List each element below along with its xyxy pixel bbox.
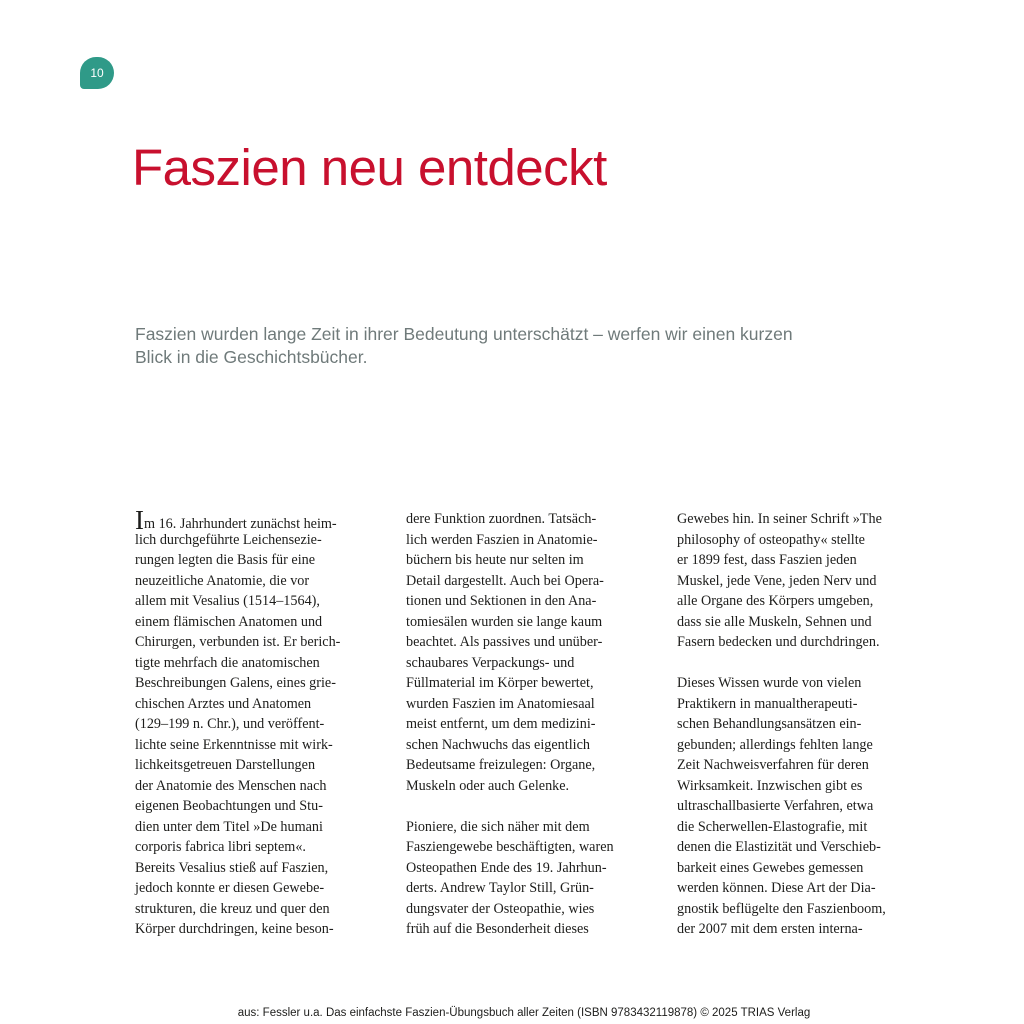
body-text-line — [135, 653, 385, 674]
body-text-line — [406, 735, 656, 756]
body-text-line — [406, 632, 656, 653]
body-text: Detail dargestellt. Auch bei Opera- — [406, 572, 604, 589]
drop-cap: I — [135, 505, 144, 535]
body-text: derts. Andrew Taylor Still, Grün- — [406, 880, 594, 896]
body-text-line — [677, 858, 927, 879]
body-text-line — [406, 837, 656, 858]
body-text: dien unter dem Titel »De humani — [135, 818, 323, 835]
body-text: er 1899 fest, dass Faszien jeden — [677, 552, 857, 568]
body-text-line — [135, 776, 385, 797]
body-text-line — [677, 571, 927, 592]
body-text-line — [135, 837, 385, 858]
body-column-3 — [677, 509, 927, 940]
body-text-line — [406, 919, 656, 940]
body-text-line — [677, 550, 927, 571]
body-text: Füllmaterial im Körper bewertet, — [406, 675, 594, 691]
body-text-line — [677, 694, 927, 715]
body-text-line — [135, 735, 385, 756]
body-text: m 16. Jahrhundert zunächst heim- — [144, 516, 337, 532]
body-text: der 2007 mit dem ersten interna- — [677, 921, 863, 937]
body-text: tionen und Sektionen in den Ana- — [406, 593, 597, 609]
body-text-line — [135, 612, 385, 633]
body-text: Dieses Wissen wurde von vielen — [677, 675, 862, 691]
body-text-line — [406, 899, 656, 920]
body-text: Osteopathen Ende des 19. Jahrhun- — [406, 859, 607, 876]
body-text: lichte seine Erkenntnisse mit wirk- — [135, 736, 333, 753]
intro-line: Faszien wurden lange Zeit in ihrer Bedeutung unterschätzt – werfen wir einen kurzen — [135, 324, 793, 344]
body-text: dungsvater der Osteopathie, wies — [406, 900, 595, 917]
body-text: lich durchgeführte Leichensezie- — [135, 531, 322, 548]
body-text: Fasern bedecken und durchdringen. — [677, 634, 880, 650]
body-text-line — [677, 591, 927, 612]
body-text: die Scherwellen-Elastografie, mit — [677, 818, 868, 835]
body-text: Muskel, jede Vene, jeden Nerv und — [677, 572, 877, 589]
body-text-line — [406, 591, 656, 612]
body-text: corporis fabrica libri septem«. — [135, 839, 306, 855]
body-text: schen Behandlungsansätzen ein- — [677, 716, 862, 732]
body-text-line — [135, 919, 385, 940]
body-column-2 — [406, 509, 656, 940]
body-text-line — [406, 755, 656, 776]
body-text-line — [406, 550, 656, 571]
body-text: Zeit Nachweisverfahren für deren — [677, 757, 869, 773]
paragraph-gap — [677, 653, 927, 674]
intro-line: Blick in die Geschichtsbücher. — [135, 347, 368, 367]
body-text: strukturen, die kreuz und quer den — [135, 900, 330, 917]
body-text-line — [406, 530, 656, 551]
body-text-line — [406, 653, 656, 674]
body-text-line — [677, 612, 927, 633]
body-text: Muskeln oder auch Gelenke. — [406, 777, 570, 794]
body-text: lich werden Faszien in Anatomie- — [406, 531, 598, 548]
body-text: schaubares Verpackungs- und — [406, 654, 575, 671]
body-text-line — [135, 817, 385, 838]
body-text-line — [677, 817, 927, 838]
body-text-line — [135, 530, 385, 551]
intro-paragraph — [135, 323, 875, 369]
body-text: chischen Arztes und Anatomen — [135, 695, 312, 712]
body-text: dass sie alle Muskeln, Sehnen und — [677, 613, 872, 630]
body-text-line — [135, 550, 385, 571]
body-text: früh auf die Besonderheit dieses — [406, 921, 589, 937]
body-text-line — [677, 755, 927, 776]
body-text: alle Organe des Körpers umgeben, — [677, 593, 874, 609]
body-text: Chirurgen, verbunden ist. Er berich- — [135, 634, 341, 650]
body-text: tigte mehrfach die anatomischen — [135, 654, 320, 671]
body-text: gnostik beflügelte den Faszienboom, — [677, 900, 886, 917]
body-text-line — [677, 899, 927, 920]
body-text: jedoch konnte er diesen Gewebe- — [135, 880, 325, 896]
body-text-line — [677, 509, 927, 530]
body-text: einem flämischen Anatomen und — [135, 613, 323, 630]
paragraph-gap — [406, 796, 656, 817]
body-text-line — [135, 714, 385, 735]
body-text-line — [135, 878, 385, 899]
body-text: philosophy of osteopathy« stellte — [677, 531, 865, 548]
body-text: Praktikern in manualtherapeuti- — [677, 695, 858, 712]
body-text-line — [135, 694, 385, 715]
body-text: meist entfernt, um dem medizini- — [406, 716, 596, 732]
body-text-line — [406, 878, 656, 899]
body-text-line — [406, 858, 656, 879]
body-text-line — [677, 530, 927, 551]
body-text: schen Nachwuchs das eigentlich — [406, 736, 590, 753]
body-text-line — [406, 714, 656, 735]
body-text: Fasziengewebe beschäftigten, waren — [406, 839, 614, 855]
body-text: neuzeitliche Anatomie, die vor — [135, 572, 310, 589]
body-text: gebunden; allerdings fehlten lange — [677, 736, 873, 753]
body-text: werden können. Diese Art der Dia- — [677, 880, 876, 896]
body-text-line — [677, 735, 927, 756]
body-text: Körper durchdringen, keine beson- — [135, 921, 334, 937]
body-text-line — [406, 509, 656, 530]
body-text-line — [135, 632, 385, 653]
source-footer: aus: Fessler u.a. Das einfachste Faszien-Übungsbuch aller Zeiten (ISBN 9783432119878) © 2025 TRIAS Verlag — [237, 1007, 811, 1019]
page-title: Faszien neu entdeckt — [132, 139, 607, 196]
body-text-line — [406, 612, 656, 633]
body-text: barkeit eines Gewebes gemessen — [677, 859, 864, 876]
body-text-line — [135, 505, 385, 535]
body-text: Pioniere, die sich näher mit dem — [406, 818, 590, 835]
body-text-line — [135, 899, 385, 920]
body-text-line — [406, 694, 656, 715]
body-text-line — [406, 673, 656, 694]
body-text-line — [677, 878, 927, 899]
body-text-line — [135, 673, 385, 694]
body-text-line — [677, 837, 927, 858]
body-text: Beschreibungen Galens, eines grie- — [135, 675, 336, 691]
body-text: Wirksamkeit. Inzwischen gibt es — [677, 777, 863, 794]
body-text-line — [135, 571, 385, 592]
body-text: Bereits Vesalius stieß auf Faszien, — [135, 859, 329, 876]
body-text-line — [677, 796, 927, 817]
body-text: beachtet. Als passives und unüber- — [406, 634, 603, 650]
page-number: 10 — [90, 66, 104, 80]
body-text: der Anatomie des Menschen nach — [135, 777, 327, 794]
body-text-line — [406, 776, 656, 797]
body-text-line — [135, 858, 385, 879]
body-text: allem mit Vesalius (1514–1564), — [135, 593, 320, 609]
body-text-line — [135, 755, 385, 776]
body-text: rungen legten die Basis für eine — [135, 552, 316, 568]
body-text-line — [406, 571, 656, 592]
body-text-line — [135, 796, 385, 817]
body-text: tomiesälen wurden sie lange kaum — [406, 613, 603, 630]
body-text-line — [406, 817, 656, 838]
body-text: denen die Elastizität und Verschieb- — [677, 839, 881, 855]
page-number-badge — [80, 57, 114, 89]
body-text: wurden Faszien im Anatomiesaal — [406, 695, 595, 712]
body-text-line — [677, 714, 927, 735]
body-text-line — [677, 632, 927, 653]
body-text: Gewebes hin. In seiner Schrift »The — [677, 511, 882, 527]
body-text: lichkeitsgetreuen Darstellungen — [135, 757, 316, 773]
body-text-line — [677, 673, 927, 694]
body-column-1 — [135, 505, 385, 940]
body-text-line — [135, 591, 385, 612]
body-text: dere Funktion zuordnen. Tatsäch- — [406, 511, 597, 527]
body-text: büchern bis heute nur selten im — [406, 552, 584, 568]
body-text-line — [677, 776, 927, 797]
body-text: Bedeutsame freizulegen: Organe, — [406, 757, 596, 773]
body-text: ultraschallbasierte Verfahren, etwa — [677, 798, 874, 814]
body-text: eigenen Beobachtungen und Stu- — [135, 798, 323, 814]
body-text: (129–199 n. Chr.), und veröffent- — [135, 716, 325, 732]
body-text-line — [677, 919, 927, 940]
